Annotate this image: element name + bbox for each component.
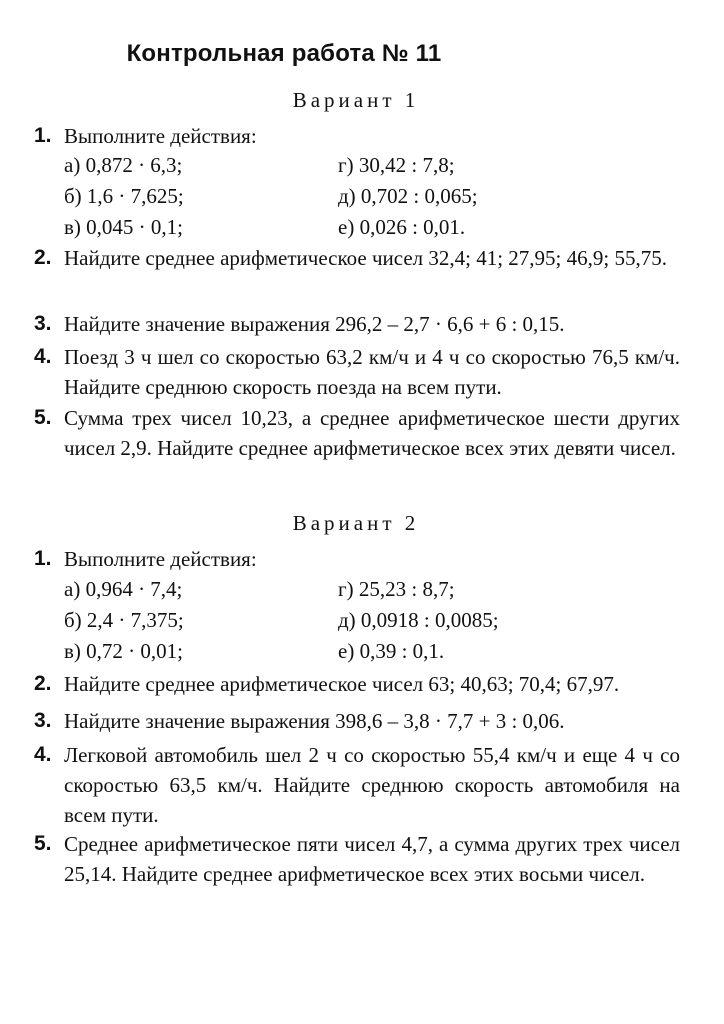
task-number: 4. — [34, 345, 52, 368]
task-number: 1. — [34, 124, 52, 147]
exercise-item: в) 0,045 · 0,1; — [64, 215, 183, 239]
variant-2-heading: Вариант 2 — [292, 511, 420, 535]
task-text: Среднее арифметическое пяти чисел 4,7, а сумма других трех чисел 25,14. Найдите среднее арифметическое всех этих восьми чисел. — [64, 832, 680, 886]
exercise-item: г) 25,23 : 8,7; — [338, 577, 455, 601]
variant-1-task-3 — [34, 309, 680, 339]
variant-1-task-5 — [34, 403, 680, 463]
exercise-item: д) 0,702 : 0,065; — [338, 184, 478, 208]
exercise-row — [64, 636, 624, 667]
variant-1-heading: Вариант 1 — [292, 88, 420, 112]
task-text: Выполните действия: — [64, 547, 257, 571]
variant-1-task-1 — [34, 121, 680, 151]
variant-2-task-3 — [34, 706, 680, 736]
task-text: Найдите среднее арифметическое чисел 63; 40,63; 70,4; 67,97. — [64, 672, 620, 696]
variant-2-task-1 — [34, 544, 680, 574]
variant-2-task-5 — [34, 829, 680, 889]
task-text: Найдите значение выражения 398,6 – 3,8 · 7,7 + 3 : 0,06. — [64, 709, 565, 733]
task-number: 3. — [34, 709, 52, 732]
exercise-item: б) 2,4 · 7,375; — [64, 608, 184, 632]
task-text: Легковой автомобиль шел 2 ч со скоростью 55,4 км/ч и еще 4 ч со скоростью 63,5 км/ч. Найдите среднюю скорость автомобиля на всем пути. — [64, 743, 680, 827]
task-number: 2. — [34, 672, 52, 695]
task-number: 4. — [34, 743, 52, 766]
exercise-row — [64, 181, 624, 212]
exercise-row — [64, 574, 624, 605]
exercise-item: е) 0,026 : 0,01. — [338, 215, 466, 239]
exercise-item: е) 0,39 : 0,1. — [338, 639, 445, 663]
exercise-item: а) 0,872 · 6,3; — [64, 153, 183, 177]
variant-2-task-4 — [34, 740, 680, 830]
variant-2-task-2 — [34, 669, 680, 699]
exercise-item: а) 0,964 · 7,4; — [64, 577, 183, 601]
exercise-row — [64, 605, 624, 636]
task-number: 5. — [34, 406, 52, 429]
task-number: 5. — [34, 832, 52, 855]
task-text: Сумма трех чисел 10,23, а среднее арифметическое шести других чисел 2,9. Найдите среднее арифметическое всех этих девяти чисел. — [64, 406, 680, 460]
task-number: 2. — [34, 246, 52, 269]
exercise-row — [64, 212, 624, 243]
exercise-item: б) 1,6 · 7,625; — [64, 184, 184, 208]
exercise-item: д) 0,0918 : 0,0085; — [338, 608, 499, 632]
task-text: Поезд 3 ч шел со скоростью 63,2 км/ч и 4 ч со скоростью 76,5 км/ч. Найдите среднюю скорость поезда на всем пути. — [64, 345, 680, 399]
exercise-item: г) 30,42 : 7,8; — [338, 153, 455, 177]
task-number: 1. — [34, 547, 52, 570]
variant-1-task-2 — [34, 243, 680, 273]
task-number: 3. — [34, 312, 52, 335]
exercise-row — [64, 150, 624, 181]
page-title: Контрольная работа № 11 — [126, 40, 442, 67]
variant-2-exercise-grid — [64, 574, 624, 667]
task-text: Найдите значение выражения 296,2 – 2,7 · 6,6 + 6 : 0,15. — [64, 312, 565, 336]
task-text: Выполните действия: — [64, 124, 257, 148]
task-text: Найдите среднее арифметическое чисел 32,4; 41; 27,95; 46,9; 55,75. — [64, 246, 667, 270]
variant-1-task-4 — [34, 342, 680, 402]
exercise-item: в) 0,72 · 0,01; — [64, 639, 183, 663]
variant-1-exercise-grid — [64, 150, 624, 243]
